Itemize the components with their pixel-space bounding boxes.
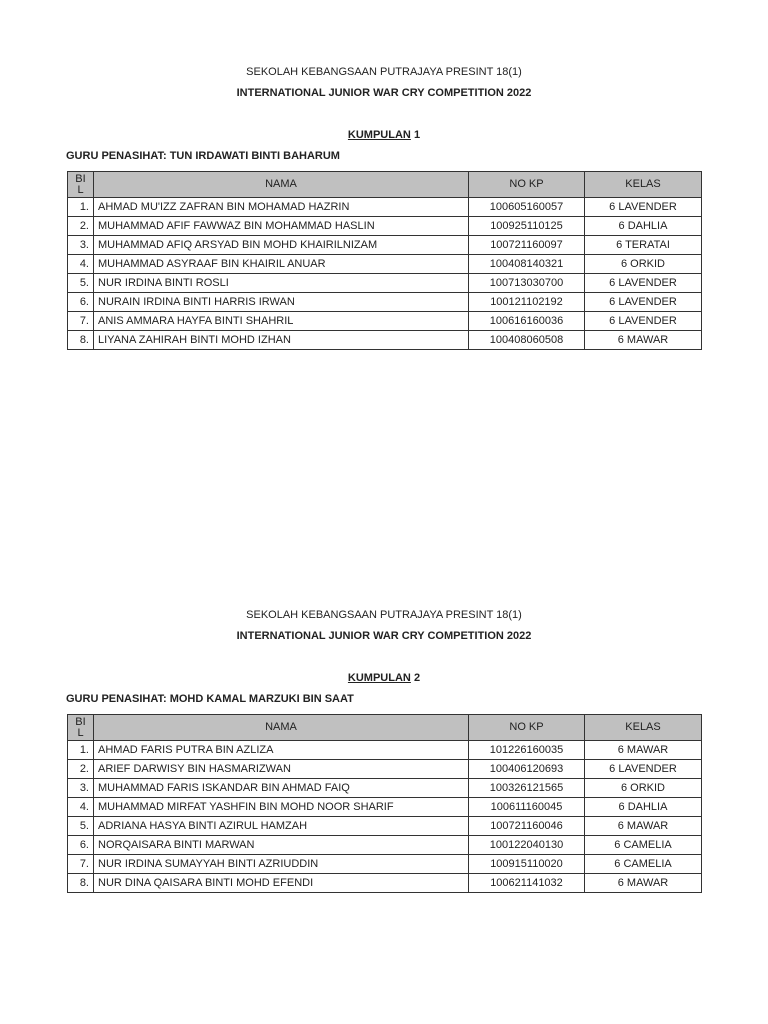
group-heading xyxy=(0,128,768,142)
group-number: 1 xyxy=(413,129,421,141)
cell-nokp: 100721160097 xyxy=(469,236,585,255)
advisor-line: GURU PENASIHAT: MOHD KAMAL MARZUKI BIN SAAT xyxy=(66,693,354,705)
table-row xyxy=(68,236,702,255)
group-number: 2 xyxy=(413,672,421,684)
cell-kelas: 6 TERATAI xyxy=(585,236,702,255)
cell-nama: MUHAMMAD AFIF FAWWAZ BIN MOHAMMAD HASLIN xyxy=(94,217,469,236)
cell-nokp: 100616160036 xyxy=(469,312,585,331)
cell-nama: NUR IRDINA SUMAYYAH BINTI AZRIUDDIN xyxy=(94,855,469,874)
cell-nokp: 100621141032 xyxy=(469,874,585,893)
cell-nama: ADRIANA HASYA BINTI AZIRUL HAMZAH xyxy=(94,817,469,836)
cell-nokp: 100122040130 xyxy=(469,836,585,855)
table-row xyxy=(68,817,702,836)
table-row xyxy=(68,855,702,874)
cell-kelas: 6 LAVENDER xyxy=(585,274,702,293)
table-row xyxy=(68,798,702,817)
cell-kelas: 6 DAHLIA xyxy=(585,217,702,236)
table-row xyxy=(68,779,702,798)
header-row xyxy=(68,715,702,741)
table-row xyxy=(68,331,702,350)
cell-bil: 2. xyxy=(68,760,94,779)
table-row xyxy=(68,312,702,331)
cell-bil: 7. xyxy=(68,312,94,331)
cell-nokp: 100713030700 xyxy=(469,274,585,293)
cell-nama: NUR DINA QAISARA BINTI MOHD EFENDI xyxy=(94,874,469,893)
group-word: KUMPULAN xyxy=(347,129,411,141)
cell-bil: 3. xyxy=(68,236,94,255)
header-bil-line2: L xyxy=(77,726,84,739)
header-kelas: KELAS xyxy=(585,172,702,198)
cell-bil: 6. xyxy=(68,293,94,312)
cell-nokp: 100408060508 xyxy=(469,331,585,350)
school-name: SEKOLAH KEBANGSAAN PUTRAJAYA PRESINT 18(1) xyxy=(246,66,522,78)
cell-bil: 2. xyxy=(68,217,94,236)
cell-bil: 3. xyxy=(68,779,94,798)
cell-bil: 5. xyxy=(68,274,94,293)
cell-kelas: 6 ORKID xyxy=(585,779,702,798)
cell-nama: ARIEF DARWISY BIN HASMARIZWAN xyxy=(94,760,469,779)
cell-kelas: 6 LAVENDER xyxy=(585,198,702,217)
table-row xyxy=(68,741,702,760)
cell-nama: NORQAISARA BINTI MARWAN xyxy=(94,836,469,855)
table-row xyxy=(68,274,702,293)
header-kelas: KELAS xyxy=(585,715,702,741)
advisor-line: GURU PENASIHAT: TUN IRDAWATI BINTI BAHARUM xyxy=(66,150,340,162)
cell-nama: NURAIN IRDINA BINTI HARRIS IRWAN xyxy=(94,293,469,312)
roster-table xyxy=(67,714,702,893)
competition-title: INTERNATIONAL JUNIOR WAR CRY COMPETITION 2022 xyxy=(236,630,532,642)
cell-nama: MUHAMMAD AFIQ ARSYAD BIN MOHD KHAIRILNIZAM xyxy=(94,236,469,255)
cell-bil: 5. xyxy=(68,817,94,836)
cell-kelas: 6 LAVENDER xyxy=(585,312,702,331)
table-row xyxy=(68,760,702,779)
table-row xyxy=(68,836,702,855)
cell-kelas: 6 MAWAR xyxy=(585,741,702,760)
cell-nokp: 100611160045 xyxy=(469,798,585,817)
group-word: KUMPULAN xyxy=(347,672,411,684)
cell-nokp: 100721160046 xyxy=(469,817,585,836)
cell-nama: MUHAMMAD MIRFAT YASHFIN BIN MOHD NOOR SHARIF xyxy=(94,798,469,817)
cell-nama: MUHAMMAD FARIS ISKANDAR BIN AHMAD FAIQ xyxy=(94,779,469,798)
header-nokp: NO KP xyxy=(469,172,585,198)
cell-bil: 1. xyxy=(68,741,94,760)
header-nama: NAMA xyxy=(94,172,469,198)
cell-kelas: 6 CAMELIA xyxy=(585,855,702,874)
header-row xyxy=(68,172,702,198)
group-heading xyxy=(0,671,768,685)
cell-bil: 8. xyxy=(68,874,94,893)
header-bil-line2: L xyxy=(77,183,84,196)
header-nama: NAMA xyxy=(94,715,469,741)
cell-nama: ANIS AMMARA HAYFA BINTI SHAHRIL xyxy=(94,312,469,331)
header-bil xyxy=(68,715,94,741)
cell-nama: AHMAD MU'IZZ ZAFRAN BIN MOHAMAD HAZRIN xyxy=(94,198,469,217)
cell-bil: 1. xyxy=(68,198,94,217)
header-bil-line1: BI xyxy=(75,715,86,728)
header-bil-line1: BI xyxy=(75,172,86,185)
cell-bil: 4. xyxy=(68,255,94,274)
cell-kelas: 6 MAWAR xyxy=(585,874,702,893)
cell-kelas: 6 MAWAR xyxy=(585,817,702,836)
cell-nama: LIYANA ZAHIRAH BINTI MOHD IZHAN xyxy=(94,331,469,350)
group-2-section xyxy=(0,603,768,893)
group-1-section xyxy=(0,60,768,350)
header-nokp: NO KP xyxy=(469,715,585,741)
table-row xyxy=(68,198,702,217)
cell-nama: AHMAD FARIS PUTRA BIN AZLIZA xyxy=(94,741,469,760)
cell-bil: 8. xyxy=(68,331,94,350)
table-row xyxy=(68,874,702,893)
cell-bil: 6. xyxy=(68,836,94,855)
cell-bil: 4. xyxy=(68,798,94,817)
table-row xyxy=(68,217,702,236)
roster-table xyxy=(67,171,702,350)
cell-bil: 7. xyxy=(68,855,94,874)
cell-nokp: 100406120693 xyxy=(469,760,585,779)
cell-nama: MUHAMMAD ASYRAAF BIN KHAIRIL ANUAR xyxy=(94,255,469,274)
cell-nokp: 100408140321 xyxy=(469,255,585,274)
cell-kelas: 6 MAWAR xyxy=(585,331,702,350)
header-bil xyxy=(68,172,94,198)
cell-nokp: 100925110125 xyxy=(469,217,585,236)
cell-nokp: 100121102192 xyxy=(469,293,585,312)
cell-kelas: 6 DAHLIA xyxy=(585,798,702,817)
cell-nokp: 100605160057 xyxy=(469,198,585,217)
cell-nokp: 100326121565 xyxy=(469,779,585,798)
cell-kelas: 6 CAMELIA xyxy=(585,836,702,855)
school-name: SEKOLAH KEBANGSAAN PUTRAJAYA PRESINT 18(1) xyxy=(246,609,522,621)
table-row xyxy=(68,255,702,274)
cell-kelas: 6 ORKID xyxy=(585,255,702,274)
cell-kelas: 6 LAVENDER xyxy=(585,760,702,779)
competition-title: INTERNATIONAL JUNIOR WAR CRY COMPETITION 2022 xyxy=(236,87,532,99)
cell-nokp: 100915110020 xyxy=(469,855,585,874)
table-row xyxy=(68,293,702,312)
cell-nokp: 101226160035 xyxy=(469,741,585,760)
cell-nama: NUR IRDINA BINTI ROSLI xyxy=(94,274,469,293)
cell-kelas: 6 LAVENDER xyxy=(585,293,702,312)
